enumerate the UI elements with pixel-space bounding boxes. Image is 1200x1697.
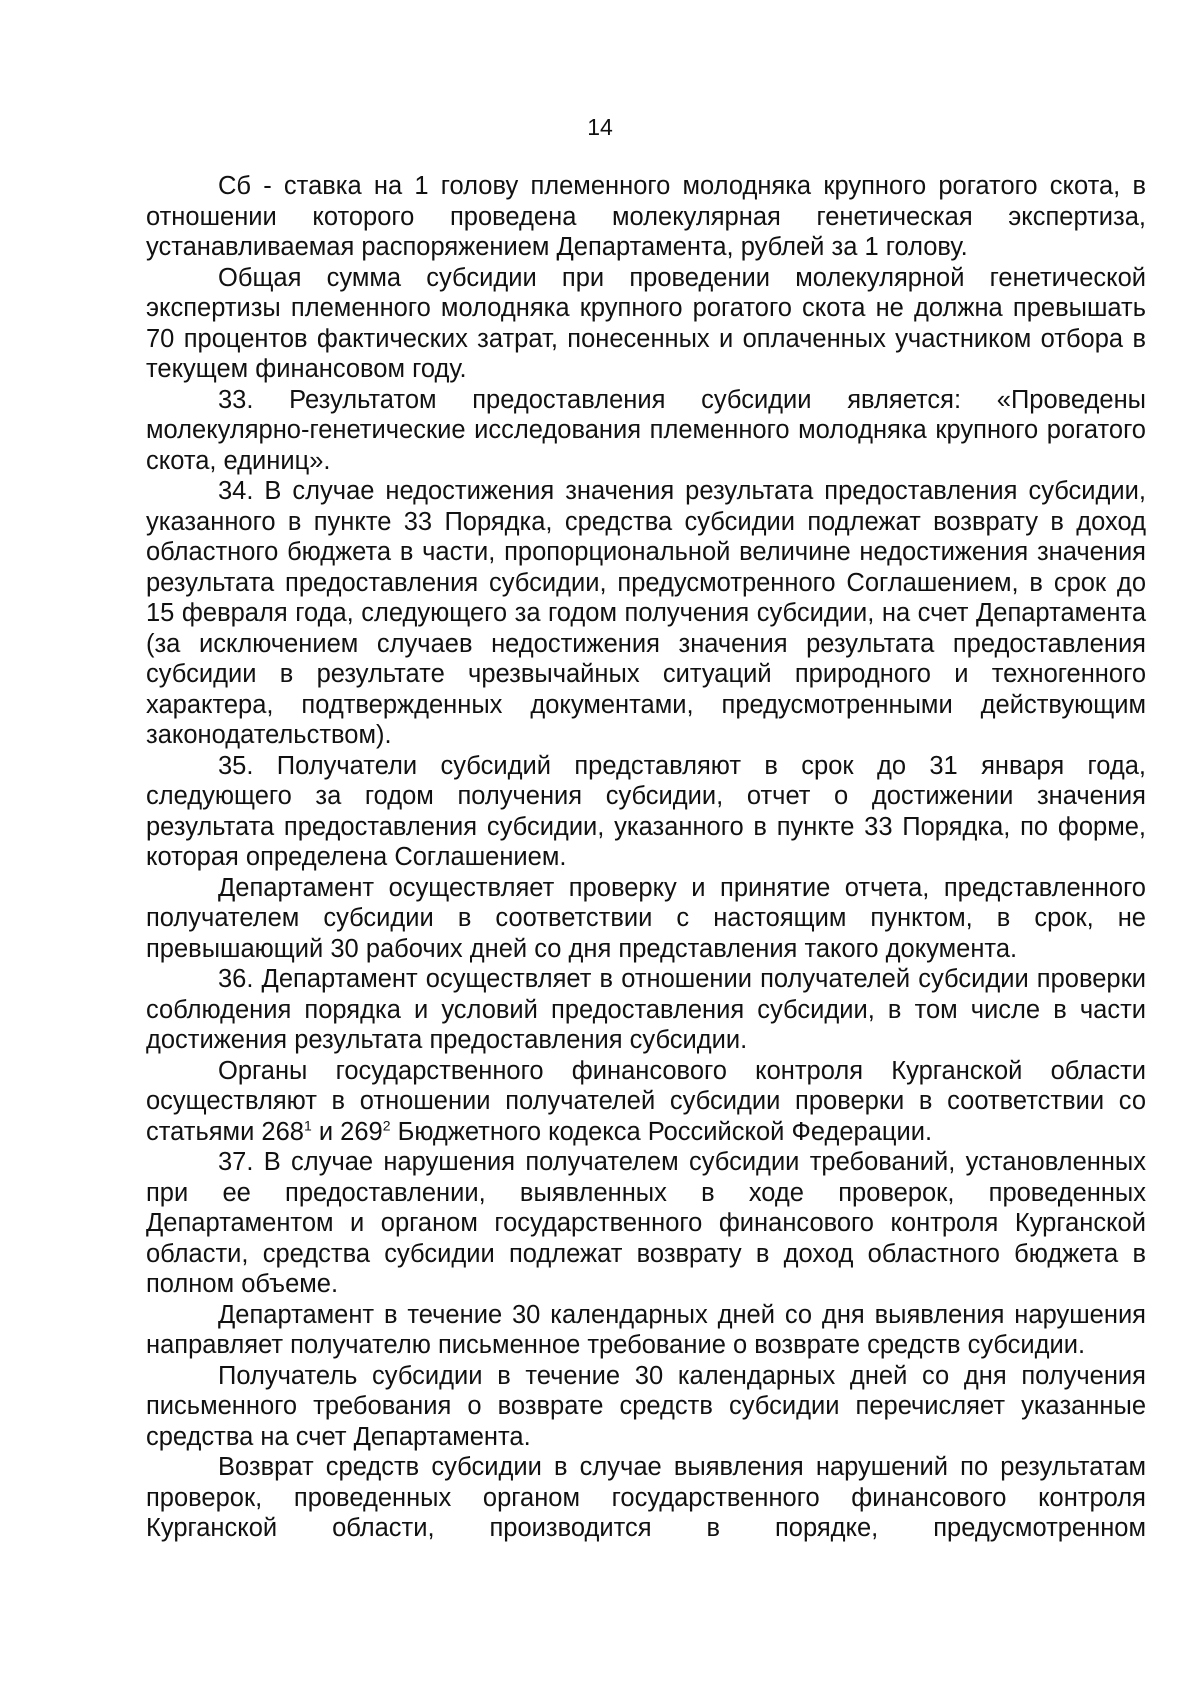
paragraph-rate-definition: Сб - ставка на 1 голову племенного молодняка крупного рогатого скота, в отношении которого проведена молекулярная генетическая экспертиза, устанавливаемая распоряжением Департамента, рублей за 1 голову. [146,172,1146,261]
financial-control-text-middle: и 269 [311,1117,383,1146]
paragraph-financial-control [146,1056,1146,1148]
paragraph-return-procedure: Возврат средств субсидии в случае выявления нарушений по результатам проверок, проведенных органом государственного финансового контроля Курганской области, производится в порядке, предусмотренном [146,1453,1146,1542]
paragraph-item-34: 34. В случае недостижения значения результата предоставления субсидии, указанного в пункте 33 Порядка, средства субсидии подлежат возврату в доход областного бюджета в части, пропорциональной величине недостижения значения результата предоставления субсидии, предусмотренного Соглашением, в срок до 15 февраля года, следующего за годом получения субсидии, на счет Департамента (за исключением случаев недостижения значения результата предоставления субсидии в результате чрезвычайных ситуаций природного и техногенного характера, подтвержденных документами, предусмотренными действующим законодательством). [146,477,1146,749]
paragraph-item-33: 33. Результатом предоставления субсидии является: «Проведены молекулярно-генетические исследования племенного молодняка крупного рогатого скота, единиц». [146,385,1146,475]
footnote-superscript-2: 2 [382,1117,391,1133]
paragraph-report-check: Департамент осуществляет проверку и принятие отчета, представленного получателем субсидии в соответствии с настоящим пунктом, в срок, не превышающий 30 рабочих дней со дня представления такого документа. [146,873,1146,963]
page-number: 14 [587,114,613,140]
document-body [146,171,1146,1544]
paragraph-item-36: 36. Департамент осуществляет в отношении получателей субсидии проверки соблюдения порядка и условий предоставления субсидии, в том числе в части достижения результата предоставления субсидии. [146,965,1146,1054]
paragraph-return-request: Департамент в течение 30 календарных дней со дня выявления нарушения направляет получателю письменное требование о возврате средств субсидии. [146,1300,1146,1359]
financial-control-text-after: Бюджетного кодекса Российской Федерации. [390,1117,933,1146]
paragraph-return-transfer: Получатель субсидии в течение 30 календарных дней со дня получения письменного требования о возврате средств субсидии перечисляет указанные средства на счет Департамента. [146,1361,1146,1451]
paragraph-total-subsidy: Общая сумма субсидии при проведении молекулярной генетической экспертизы племенного молодняка крупного рогатого скота не должна превышать 70 процентов фактических затрат, понесенных и оплаченных участником отбора в текущем финансовом году. [146,263,1146,383]
financial-control-text-before: Органы государственного финансового контроля Курганской области осуществляют в отношении получателей субсидии проверки в соответствии со статьями 268 [146,1056,1146,1146]
footnote-superscript-1: 1 [303,1117,312,1133]
paragraph-item-37: 37. В случае нарушения получателем субсидии требований, установленных при ее предоставлении, выявленных в ходе проверок, проведенных Департаментом и органом государственного финансового контроля Курганской области, средства субсидии подлежат возврату в доход областного бюджета в полном объеме. [146,1148,1146,1298]
paragraph-item-35: 35. Получатели субсидий представляют в срок до 31 января года, следующего за годом получения субсидии, отчет о достижении значения результата предоставления субсидии, указанного в пункте 33 Порядка, по форме, которая определена Соглашением. [146,751,1146,871]
